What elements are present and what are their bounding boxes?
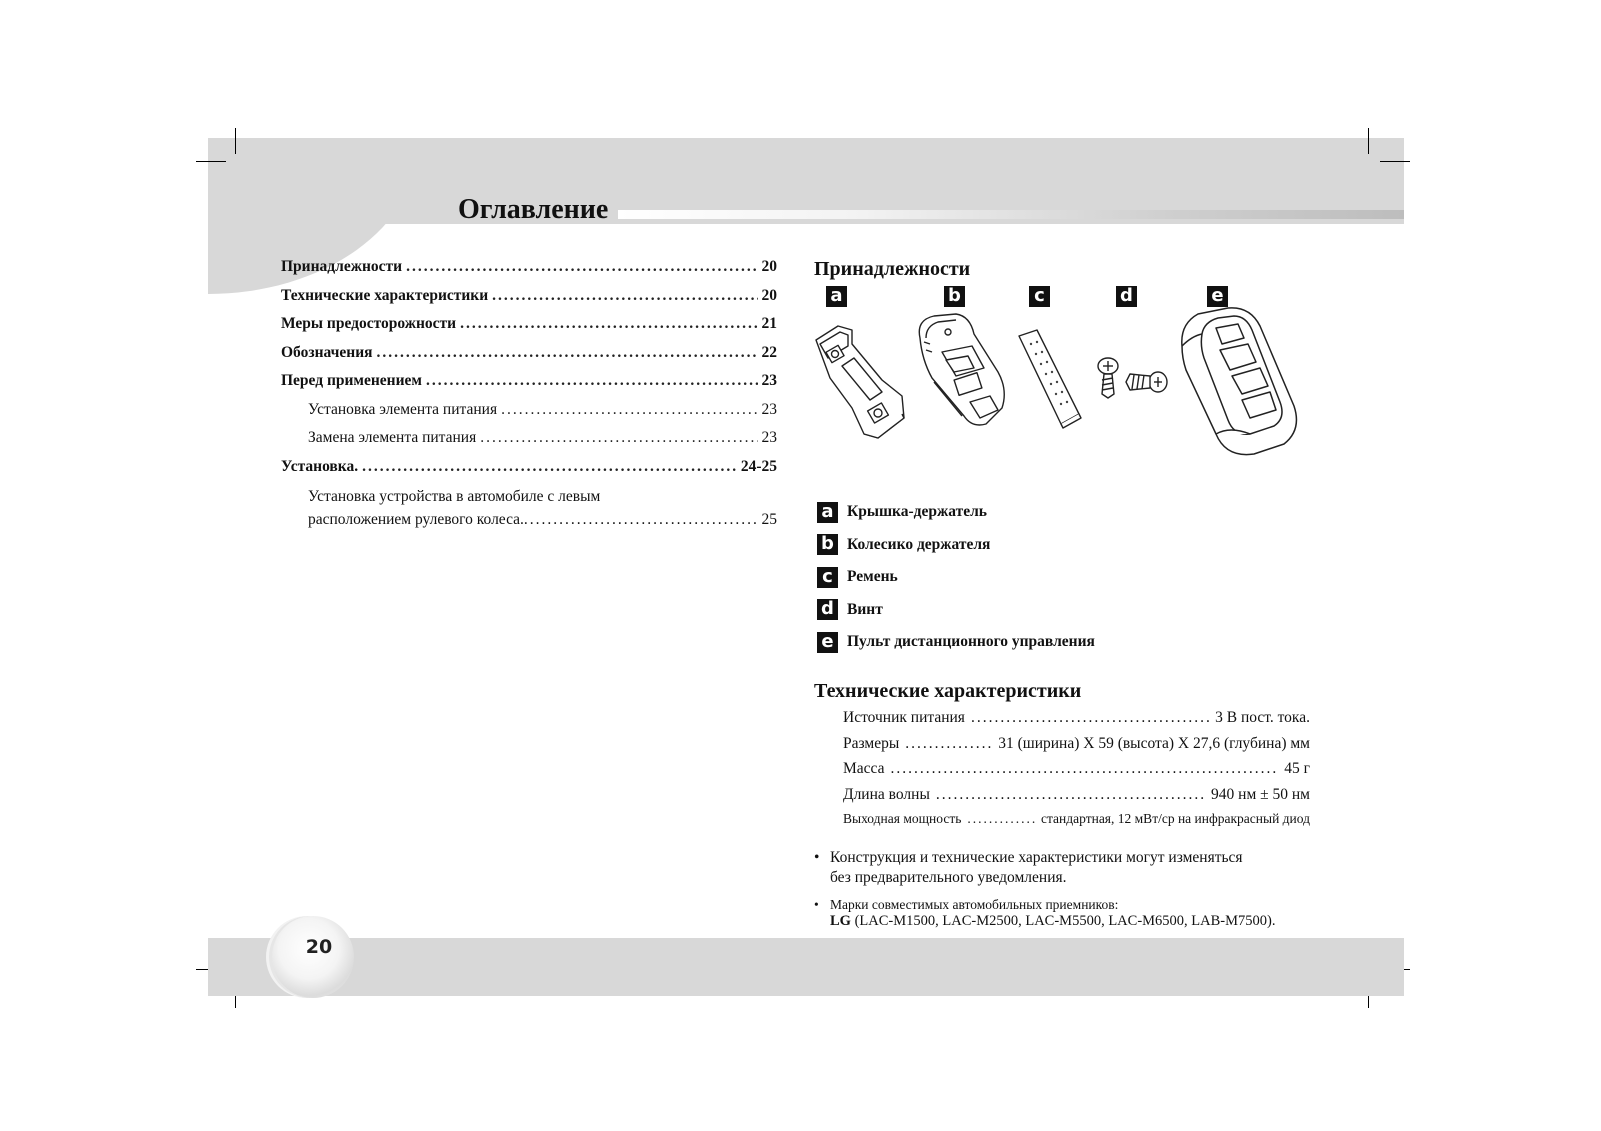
toc-item-page: 22 [761, 343, 777, 361]
list-item [817, 496, 1095, 529]
toc-item-page: 20 [761, 286, 777, 304]
note-line: Конструкция и технические характеристики могут изменяться [830, 849, 1243, 866]
table-of-contents [281, 258, 777, 529]
toc-leader [362, 458, 737, 476]
toc-item-page: 20 [761, 258, 777, 275]
toc-item-page: 23 [761, 372, 777, 389]
toc-item[interactable] [281, 458, 777, 487]
accessories-heading: Принадлежности [814, 258, 971, 280]
toc-item[interactable] [281, 315, 777, 344]
toc-item-page: 23 [761, 400, 777, 418]
spec-value: 31 (ширина) X 59 (высота) X 27,6 (глубина) мм [998, 734, 1310, 752]
spec-leader [971, 709, 1209, 727]
toc-leader [480, 429, 757, 447]
bullet: • [814, 897, 819, 912]
note-line: без предварительного уведомления. [830, 869, 1067, 886]
page-number: 20 [305, 936, 333, 958]
toc-item-label-line1: Установка устройства в автомобиле с левым [308, 488, 601, 505]
spec-row [843, 811, 1310, 837]
spec-label: Длина волны [843, 785, 930, 803]
model-list: (LAC-M1500, LAC-M2500, LAC-M5500, LAC-M6500, LAB-M7500). [854, 913, 1276, 929]
specs-heading: Технические характеристики [814, 680, 1082, 702]
toc-item[interactable] [281, 258, 777, 287]
notes [814, 848, 1314, 930]
accessory-label: Колесико держателя [847, 535, 991, 553]
accessory-letter-c: c [1029, 286, 1050, 307]
toc-subitem[interactable] [281, 488, 777, 529]
toc-leader [460, 315, 757, 333]
toc-item-label: Меры предосторожности [281, 315, 457, 332]
toc-item-label: Перед применением [281, 372, 422, 389]
toc-item-page: 25 [761, 511, 777, 528]
toc-item-line2 [308, 511, 777, 529]
spec-leader [905, 735, 992, 753]
spec-row [843, 786, 1310, 812]
holder-wheel-illustration [912, 312, 1012, 430]
brand-name: LG [830, 913, 851, 929]
toc-item-label: Замена элемента питания [308, 429, 477, 446]
list-item [817, 561, 1095, 594]
bullet: • [814, 849, 820, 866]
toc-item-label: Обозначения [281, 343, 373, 361]
crop-mark [1380, 161, 1410, 162]
note-line: Марки совместимых автомобильных приемников: [830, 897, 1119, 912]
spec-label: Выходная мощность [843, 811, 962, 826]
footer-band [208, 938, 1404, 996]
toc-item[interactable] [281, 344, 777, 373]
spec-value: 45 г [1284, 760, 1310, 777]
accessory-label: Винт [847, 600, 883, 618]
toc-leader [501, 401, 757, 419]
crop-mark [196, 161, 226, 162]
spec-value: 3 В пост. тока. [1215, 709, 1310, 726]
accessory-letter: d [817, 599, 838, 620]
toc-subitem[interactable] [281, 429, 777, 458]
accessory-letter-a: a [826, 286, 847, 307]
page-title: Оглавление [458, 194, 609, 225]
strap-illustration [1015, 328, 1085, 430]
spec-label: Масса [843, 760, 885, 777]
accessory-letter: c [817, 567, 838, 588]
accessory-letter-e: e [1207, 286, 1228, 307]
note-text [830, 896, 1275, 930]
note-line [830, 913, 1275, 930]
toc-leader [406, 258, 757, 276]
list-item [817, 626, 1095, 659]
toc-item[interactable] [281, 287, 777, 316]
accessory-label: Пульт дистанционного управления [847, 633, 1095, 651]
toc-leader [524, 511, 758, 529]
toc-leader [377, 344, 758, 362]
accessory-letter-d: d [1116, 286, 1137, 307]
note-item [814, 848, 1314, 888]
list-item [817, 529, 1095, 562]
toc-item[interactable] [281, 372, 777, 401]
toc-leader [492, 287, 757, 305]
holder-cover-illustration [812, 322, 912, 440]
toc-item-label: Принадлежности [281, 258, 403, 275]
toc-item-page: 24-25 [740, 457, 777, 475]
toc-subitem[interactable] [281, 401, 777, 430]
spec-row [843, 709, 1310, 735]
accessory-letter-b: b [944, 286, 965, 307]
accessory-letter: e [817, 632, 838, 653]
toc-item-label-line2: расположением рулевого колеса. [308, 511, 524, 528]
spec-leader [891, 760, 1279, 778]
spec-value: 940 нм ± 50 нм [1211, 785, 1310, 803]
title-rule [618, 210, 1404, 219]
specs-table [843, 709, 1310, 837]
toc-item-label: Установка элемента питания [308, 400, 498, 418]
accessory-letter: b [817, 534, 838, 555]
toc-item-page: 23 [761, 429, 777, 446]
accessory-label: Ремень [847, 568, 898, 586]
accessory-label: Крышка-держатель [847, 503, 987, 521]
crop-mark [1368, 128, 1369, 154]
note-text [830, 848, 1243, 888]
crop-mark [235, 128, 236, 154]
spec-leader [967, 811, 1035, 827]
spec-label: Размеры [843, 734, 900, 752]
spec-row [843, 735, 1310, 761]
toc-item-label: Технические характеристики [281, 286, 489, 304]
accessory-letter: a [817, 502, 838, 523]
toc-item-label: Установка. [281, 457, 359, 475]
note-item [814, 896, 1314, 930]
spec-row [843, 760, 1310, 786]
spec-leader [936, 786, 1205, 804]
toc-leader [426, 372, 758, 390]
remote-control-illustration [1176, 306, 1304, 458]
screw-illustration [1094, 354, 1174, 410]
toc-item-page: 21 [761, 315, 777, 332]
list-item [817, 594, 1095, 627]
spec-label: Источник питания [843, 709, 965, 726]
accessory-list [817, 496, 1095, 659]
spec-value: стандартная, 12 мВт/ср на инфракрасный диод [1040, 811, 1310, 826]
